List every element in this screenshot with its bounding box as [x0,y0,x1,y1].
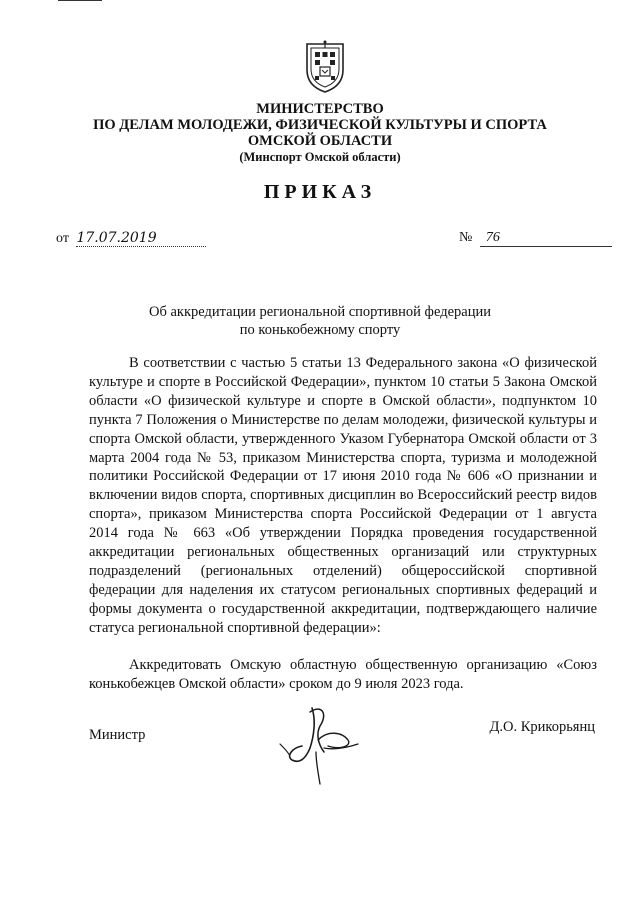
preamble-paragraph: В соответствии с частью 5 статьи 13 Федерального закона «О физической культуре и спорте в Российской Федерации», пунктом 10 статьи 5 Закона Омской области «О физической культуре и спорте в Омской области», подпунктом 10 пункта 7 Положения о Министерстве по делам молодежи, физической культуры и спорта Омской области, утвержденного Указом Губернатора Омской области от 3 марта 2004 года № 53, приказом Министерства спорта, туризма и молодежной политики Российской Федерации от 17 июня 2010 года № 606 «О признании и включении видов спорта, спортивных дисциплин во Всероссийский реестр видов спорта», приказом Министерства спорта Российской Федерации от 1 августа 2014 года № 663 «Об утверждении Порядка проведения государственной аккредитации региональных общественных организаций или структурных подразделений (региональных отделений) общероссийской спортивной федерации для наделения их статусом региональных спортивных федераций и формы документа о государственной аккредитации, подтверждающего наличие статуса региональной спортивной федерации»: [89,355,597,636]
date-prefix: от [56,231,69,246]
ministry-line-1: МИНИСТЕРСТВО [256,101,384,117]
coat-of-arms-icon [304,40,346,94]
number-value: 76 [480,230,612,247]
subject-line-1: Об аккредитации региональной спортивной федерации [149,304,491,320]
number-field [459,230,612,247]
decision-paragraph: Аккредитовать Омскую областную общественную организацию «Союз конькобежцев Омской области» сроком до 9 июля 2023 года. [89,656,597,692]
handwritten-signature-icon [272,700,372,790]
ministry-line-3: ОМСКОЙ ОБЛАСТИ [247,133,393,149]
ministry-short-name: (Минспорт Омской области) [239,150,401,164]
number-prefix: № [459,230,473,245]
signatory-name: Д.О. Крикорьянц [489,719,595,735]
date-value: 17.07.2019 [76,230,206,247]
scan-corner-mark [58,0,102,4]
date-field [56,230,206,247]
subject-line-2: по конькобежному спорту [239,322,401,338]
document-type: ПРИКАЗ [263,181,377,203]
order-subject [0,303,640,339]
signatory-title: Министр [89,727,146,743]
ministry-line-2: ПО ДЕЛАМ МОЛОДЕЖИ, ФИЗИЧЕСКОЙ КУЛЬТУРЫ И СПОРТА [93,117,547,133]
order-body [89,354,597,693]
